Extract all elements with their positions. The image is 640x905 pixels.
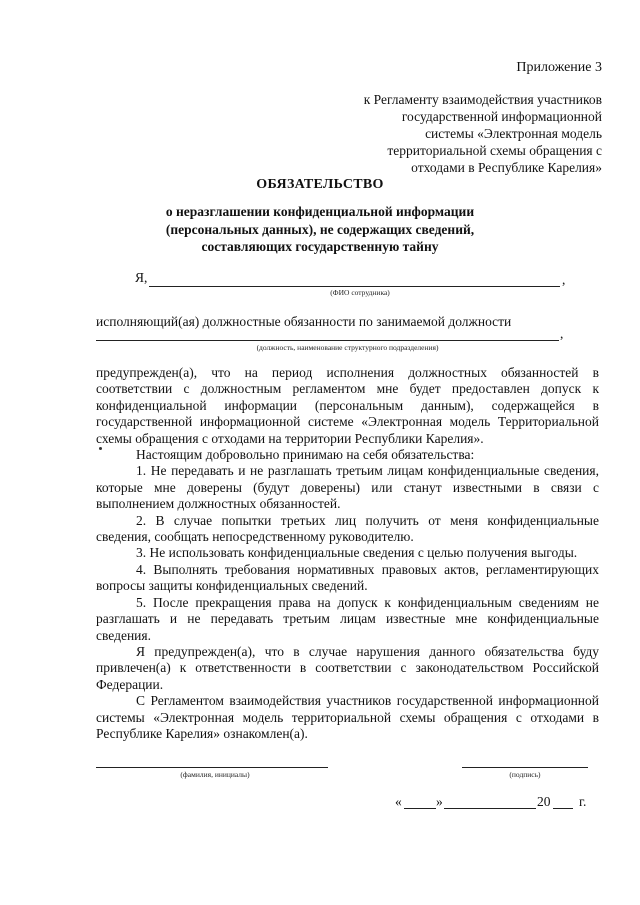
position-label: исполняющий(ая) должностные обязанности по занимаемой должности [96, 314, 512, 329]
fio-comma: , [562, 272, 566, 287]
regulation-line: системы «Электронная модель [425, 126, 602, 141]
position-input-line[interactable] [96, 340, 559, 341]
date-year-suffix: г. [579, 794, 587, 809]
date-year-prefix: 20 [537, 794, 551, 809]
fio-input-line[interactable] [149, 286, 560, 287]
regulation-line: государственной информационной [401, 109, 602, 124]
regulation-reference [332, 91, 602, 176]
position-caption: (должность, наименование структурного подразделения) [256, 343, 439, 352]
obligation-item: 2. В случае попытки третьих лиц получить от меня конфиденциальные сведения, сообщать непосредственному руководителю. [96, 512, 599, 545]
document-title: ОБЯЗАТЕЛЬСТВО [256, 177, 384, 192]
obligation-item: 5. После прекращения права на допуск к конфиденциальным сведениям не разглашать и не передавать третьим лицам известные мне конфиденциальные сведения. [96, 594, 599, 643]
paragraph-liability: Я предупрежден(а), что в случае нарушения данного обязательства буду привлечен(а) к ответственности в соответствии с законодательством Российской Федерации. [96, 643, 599, 692]
date-year-line[interactable] [553, 808, 573, 809]
position-comma: , [560, 326, 564, 341]
i-label: Я, [135, 270, 148, 285]
fio-caption: (ФИО сотрудника) [330, 288, 390, 297]
paragraph-acknowledgement: С Регламентом взаимодействия участников государственной информационной системы «Электронная модель территориальной схемы обращения с отходами в Республике Карелия» ознакомлен(а). [96, 693, 599, 741]
subtitle-line: о неразглашении конфиденциальной информации [165, 204, 475, 219]
name-input-line[interactable] [96, 767, 328, 768]
date-close-quote: » [436, 794, 443, 809]
subtitle-line: составляющих государственную тайну [201, 239, 439, 254]
signature-caption: (подпись) [509, 770, 541, 779]
document-subtitle [0, 203, 640, 256]
regulation-line: отходами в Республике Карелия» [411, 160, 602, 175]
date-open-quote: « [395, 794, 402, 809]
date-day-line[interactable] [404, 808, 436, 809]
signature-input-line[interactable] [462, 767, 588, 768]
obligation-item: 1. Не передавать и не разглашать третьим лицам конфиденциальные сведения, которые мне доверены (будут доверены) или станут известными в связи с выполнением должностных обязанностей. [96, 463, 599, 512]
subtitle-line: (персональных данных), не содержащих сведений, [165, 221, 475, 237]
appendix-label: Приложение 3 [516, 60, 602, 75]
document-body [96, 365, 599, 742]
date-month-line[interactable] [444, 808, 536, 809]
regulation-line: территориальной схемы обращения с [387, 143, 602, 158]
obligation-item: 3. Не использовать конфиденциальные сведения с целью получения выгоды. [136, 545, 578, 561]
obligation-item: 4. Выполнять требования нормативных правовых актов, регламентирующих вопросы защиты конфиденциальных сведений. [96, 561, 599, 594]
regulation-line: к Регламенту взаимодействия участников [363, 92, 602, 107]
name-caption: (фамилия, инициалы) [180, 770, 250, 779]
paragraph-accept: Настоящим добровольно принимаю на себя обязательства: [136, 447, 475, 463]
paragraph-warning: предупрежден(а), что на период исполнения должностных обязанностей в соответствии с должностным регламентом мне будет предоставлен допуск к конфиденциальной информации (персональным данным), содержащейся в государственной информационной системе «Электронная модель Территориальной схемы обращения с отходами на территории Республики Карелия». [96, 365, 599, 446]
